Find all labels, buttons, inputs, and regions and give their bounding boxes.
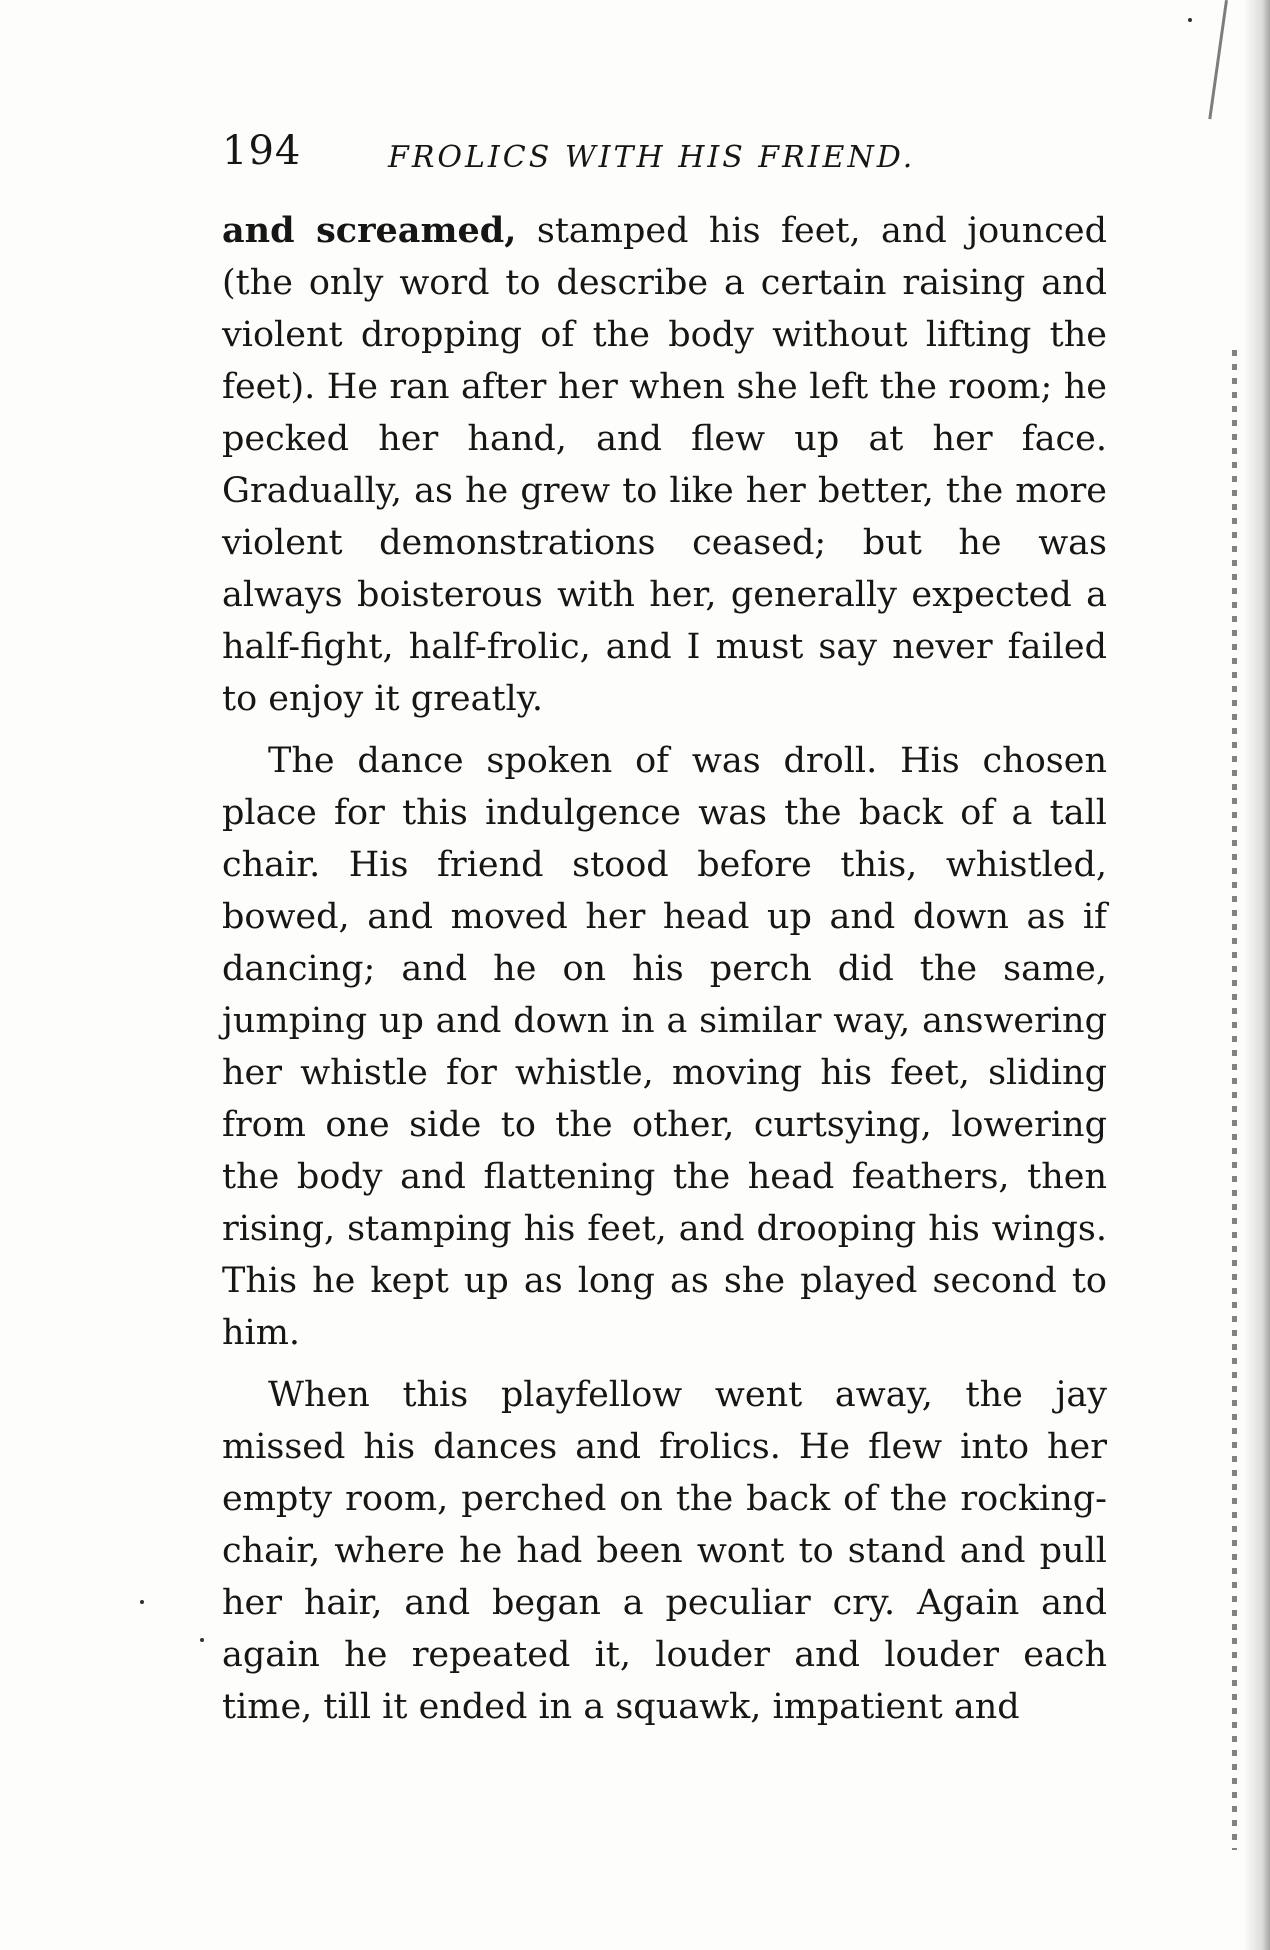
page-edge-shadow (1244, 0, 1270, 1950)
scan-speck (1188, 18, 1192, 22)
running-title: FROLICS WITH HIS FRIEND. (388, 140, 916, 175)
page-edge-artifact (1232, 350, 1237, 1850)
paragraph-3: When this playfellow went away, the jay missed his dances and frolics. He flew into her empty room, perched on the back of the rocking-chair, where he had been wont to stand and pull her hair, and began a peculiar cry. Again and again he repeated it, louder and louder each time, till it ended in a squawk, impatient and (222, 1375, 1107, 1727)
page-number: 194 (222, 128, 302, 174)
paragraph-1-text: stamped his feet, and jounced (the only word to describe a certain raising and violent dropping of the body without lifting the feet). He ran after her when she left the room; he pecked her hand, and flew up at her face. Gradually, as he grew to like her better, the more violent demonstrations ceased; but he was always boisterous with her, generally expected a half-fight, half-frolic, and I must say never failed to enjoy it greatly. (222, 211, 1107, 719)
scan-mark (1208, 0, 1228, 119)
body-text (222, 205, 1107, 1733)
scan-speck (200, 1638, 204, 1642)
page-header (218, 122, 1098, 182)
paragraph-2: The dance spoken of was droll. His chosen place for this indulgence was the back of a tall chair. His friend stood before this, whistled, bowed, and moved her head up and down as if dancing; and he on his perch did the same, jumping up and down in a similar way, answering her whistle for whistle, moving his feet, sliding from one side to the other, curtsying, lowering the body and flattening the head feathers, then rising, stamping his feet, and drooping his wings. This he kept up as long as she played second to him. (222, 741, 1107, 1353)
paragraph-1 (222, 205, 1107, 725)
paragraph-1-lead: and screamed, (222, 210, 517, 251)
scan-speck (140, 1600, 144, 1604)
